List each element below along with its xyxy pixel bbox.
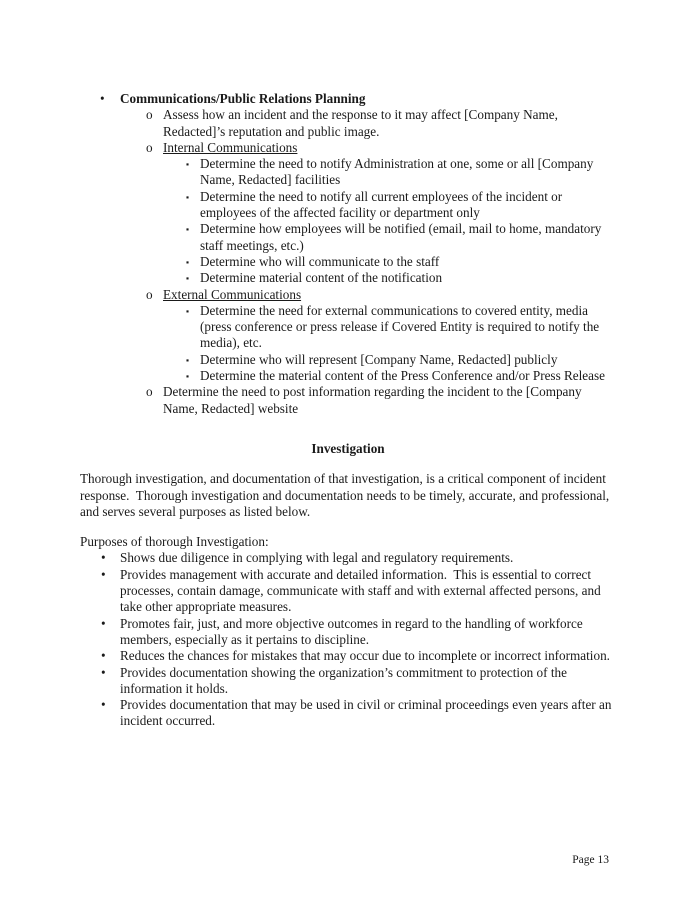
list-item (80, 270, 616, 286)
bullet-icon: • (101, 697, 106, 713)
purpose-item: Provides documentation showing the organization’s commitment to protection of the information it holds. (120, 664, 571, 696)
purpose-item: Promotes fair, just, and more objective outcomes in regard to the handling of workforce members, especially as it pertains to discipline. (120, 615, 587, 647)
square-bullet-icon: ▪ (186, 371, 190, 382)
bullet-icon: • (101, 615, 106, 631)
website-post-item: Determine the need to post information regarding the incident to the [Company Name, Redacted] website (163, 384, 585, 416)
internal-item: Determine who will communicate to the staff (200, 253, 440, 269)
assess-impact-item: Assess how an incident and the response to it may affect [Company Name, Redacted]’s reputation and public image. (163, 107, 562, 139)
list-item (80, 567, 616, 616)
list-item (80, 254, 616, 270)
list-item (80, 616, 616, 649)
circle-bullet-icon: o (146, 139, 153, 155)
bullet-icon: • (101, 648, 106, 664)
bullet-icon: • (101, 566, 106, 582)
list-item (80, 550, 616, 566)
bullet-icon: • (101, 550, 106, 566)
list-item (80, 140, 616, 156)
bullet-icon: • (100, 91, 105, 106)
list-item (80, 648, 616, 664)
investigation-intro-paragraph: Thorough investigation, and documentation of that investigation, is a critical component of incident response. Thorough investigation and documentation needs to be timely, accurate, and professional, and serves several purposes as listed below. (80, 471, 613, 519)
list-item (80, 287, 616, 303)
list-item (80, 665, 616, 698)
square-bullet-icon: ▪ (186, 159, 190, 170)
external-communications-heading: External Communications (163, 286, 302, 302)
document-body (80, 91, 616, 730)
investigation-heading: Investigation (311, 440, 385, 456)
list-item (80, 221, 616, 254)
page-number: Page 13 (572, 854, 609, 866)
square-bullet-icon: ▪ (186, 305, 190, 316)
list-item (80, 91, 616, 107)
internal-item: Determine the need to notify Administration at one, some or all [Company Name, Redacted] facilities (200, 156, 597, 188)
bullet-icon: • (101, 664, 106, 680)
list-item (80, 107, 616, 140)
square-bullet-icon: ▪ (186, 354, 190, 365)
external-item: Determine the material content of the Press Conference and/or Press Release (200, 368, 606, 384)
purpose-item: Provides documentation that may be used in civil or criminal proceedings even years after an incident occurred. (120, 697, 615, 729)
list-item (80, 352, 616, 368)
list-item (80, 368, 616, 384)
comm-section-heading: Communications/Public Relations Planning (120, 91, 366, 106)
purpose-item: Shows due diligence in complying with legal and regulatory requirements. (120, 550, 514, 566)
circle-bullet-icon: o (146, 107, 153, 123)
square-bullet-icon: ▪ (186, 273, 190, 284)
internal-item: Determine how employees will be notified (email, mail to home, mandatory staff meetings, etc.) (200, 221, 605, 253)
square-bullet-icon: ▪ (186, 224, 190, 235)
purpose-item: Reduces the chances for mistakes that may occur due to incomplete or incorrect information. (120, 648, 610, 664)
internal-communications-heading: Internal Communications (163, 139, 298, 155)
square-bullet-icon: ▪ (186, 191, 190, 202)
purposes-label: Purposes of thorough Investigation: (80, 534, 269, 550)
internal-item: Determine material content of the notification (200, 270, 443, 286)
square-bullet-icon: ▪ (186, 256, 190, 267)
circle-bullet-icon: o (146, 286, 153, 302)
purpose-item: Provides management with accurate and detailed information. This is essential to correct processes, contain damage, communicate with staff and with external affected persons, and take other appropriate measures. (120, 566, 604, 615)
list-item (80, 156, 616, 189)
list-item (80, 189, 616, 222)
internal-item: Determine the need to notify all current employees of the incident or employees of the affected facility or department only (200, 188, 566, 221)
list-item (80, 697, 616, 730)
list-item (80, 384, 616, 417)
list-item (80, 303, 616, 352)
circle-bullet-icon: o (146, 384, 153, 400)
external-item: Determine the need for external communications to covered entity, media (press conference or press release if Covered Entity is required to notify the media), etc. (200, 302, 603, 351)
external-item: Determine who will represent [Company Name, Redacted] publicly (200, 351, 558, 367)
